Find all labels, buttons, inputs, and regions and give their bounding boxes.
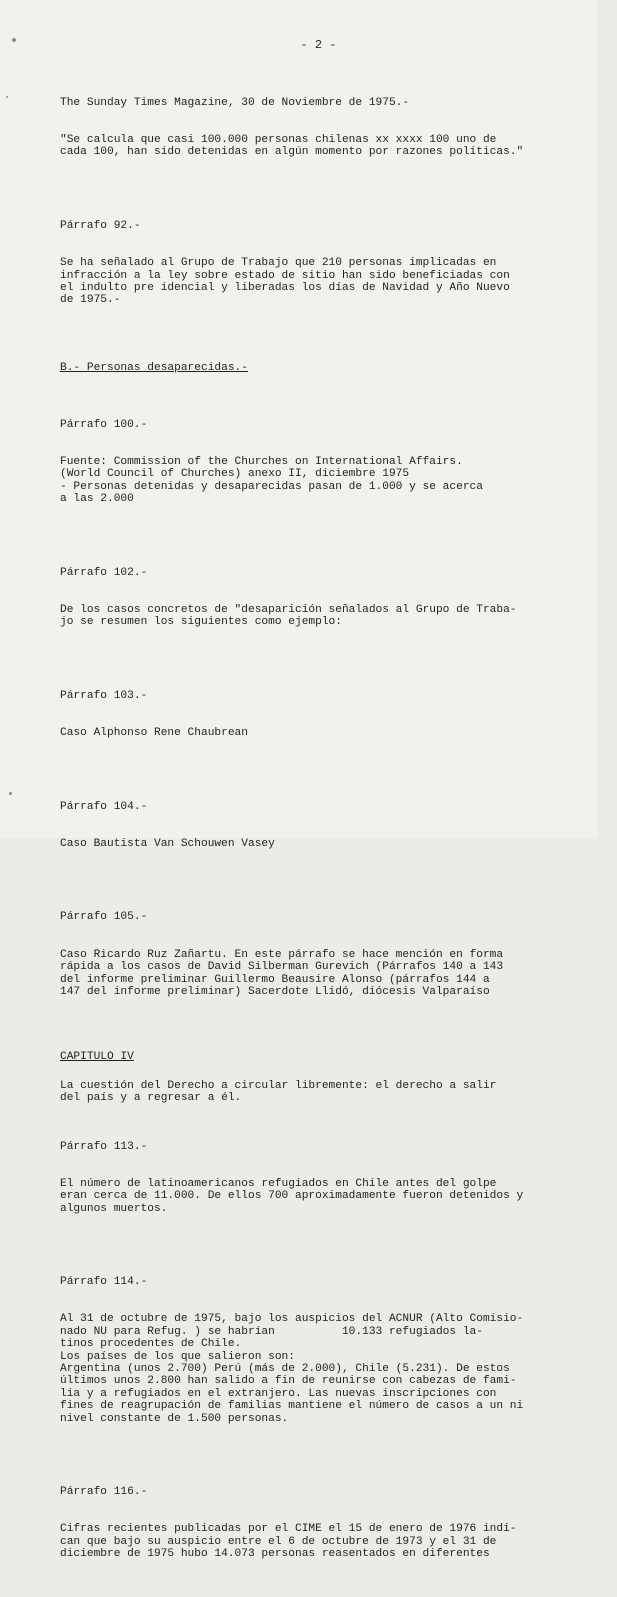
paragraph-label: Párrafo 102.- [60,566,148,579]
paragraph-text: Se ha señalado al Grupo de Trabajo que 210 personas implicadas en infracción a la ley sobre estado de sitio han sido beneficiadas con el indulto pre idencial y liberadas los días de Navidad y Año Nuevo de 1975.- [60,257,510,307]
citation-quote: "Se calcula que casi 100.000 personas chilenas xx xxxx 100 uno de cada 100, han sido detenidas en algún momento por razones políticas." [60,134,524,159]
paragraph-114 [60,1251,580,1450]
paragraph-label: Párrafo 92.- [60,219,141,232]
paragraph-103 [60,665,580,764]
paragraph-text: Caso Alphonso Rene Chaubrean [60,727,248,740]
section-heading-b: B.- Personas desaparecidas.- [60,361,248,374]
paragraph-116 [60,1461,580,1585]
paragraph-label: Párrafo 105.- [60,911,148,924]
paragraph-text: Caso Bautista Van Schouwen Vasey [60,837,275,850]
paragraph-92 [60,195,580,331]
intro-citation [60,72,580,184]
paper-speck [6,96,8,98]
paragraph-102 [60,542,580,654]
paragraph-text: De los casos concretos de "desaparición señalados al Grupo de Traba- jo se resumen los siguientes como ejemplo: [60,604,517,629]
paragraph-label: Párrafo 103.- [60,689,148,702]
paragraph-label: Párrafo 114.- [60,1276,148,1289]
paragraph-113 [60,1116,580,1240]
chapter-intro: La cuestión del Derecho a circular libremente: el derecho a salir del país y a regresar a él. [60,1079,497,1104]
paragraph-text: Caso Ricardo Ruz Zañartu. En este párrafo se hace mención en forma rápida a los casos de David Silberman Gurevich (Párrafos 140 a 143 del informe preliminar Guillermo Beausire Alonso (párrafos 144 a 147 del informe preliminar) Sacerdote Llidó, diócesis Valparaíso [60,948,504,998]
paragraph-text: El número de latinoamericanos refugiados en Chile antes del golpe eran cerca de 11.000. De ellos 700 aproximadamente fueron detenidos y algunos muertos. [60,1177,524,1215]
paragraph-text: Cifras recientes publicadas por el CIME el 15 de enero de 1976 indi- can que bajo su auspicio entre el 6 de octubre de 1973 y el 31 de diciembre de 1975 hubo 14.073 personas reasentados en diferentes [60,1523,517,1561]
paragraph-100 [60,394,580,530]
document-body [60,72,580,1597]
paragraph-text: Al 31 de octubre de 1975, bajo los auspicios del ACNUR (Alto Comisio- nado NU para Refug. ) se habrían 10.133 refugiados la- tinos procedentes de Chile. Los países de los que salieron son: Argentina (unos 2.700) Perú (más de 2.000), Chile (5.231). De estos últimos unos 2.800 han salido a fin de reunirse con cabezas de fami- lia y a refugiados en el extranjero. Las nuevas inscripciones con fines de reagrupación de familias mantiene el número de casos a un ni nivel constante de 1.500 personas. [60,1313,524,1425]
paragraph-105 [60,887,580,1023]
paragraph-label: Párrafo 116.- [60,1486,148,1499]
paragraph-label: Párrafo 113.- [60,1140,148,1153]
citation-source: The Sunday Times Magazine, 30 de Noviembre de 1975.- [60,96,410,109]
paragraph-label: Párrafo 104.- [60,800,148,813]
page-number: - 2 - [300,38,337,52]
paragraph-label: Párrafo 100.- [60,418,148,431]
paper-speck [9,792,12,795]
paragraph-text: Fuente: Commission of the Churches on International Affairs. (World Council of Churches) anexo II, diciembre 1975 - Personas detenidas y desaparecidas pasan de 1.000 y se acerca a las 2.000 [60,456,483,506]
chapter-heading: CAPITULO IV [60,1051,134,1064]
paragraph-104 [60,776,580,875]
